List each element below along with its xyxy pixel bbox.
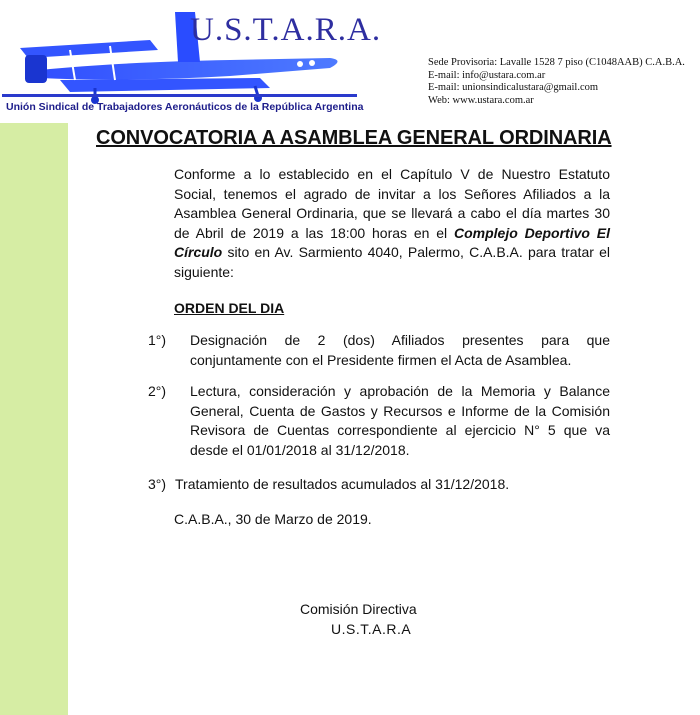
signature-organization: U.S.T.A.R.A bbox=[331, 621, 412, 637]
contact-web: Web: www.ustara.com.ar bbox=[428, 94, 534, 106]
agenda-item-number: 1°) bbox=[148, 332, 167, 348]
date-line: C.A.B.A., 30 de Marzo de 2019. bbox=[174, 511, 372, 527]
contact-email-gmail: E-mail: unionsindicalustara@gmail.com bbox=[428, 82, 599, 93]
agenda-item-number: 2°) bbox=[148, 383, 167, 399]
ustara-logo bbox=[0, 0, 382, 123]
contact-address: Sede Provisoria: Lavalle 1528 7 piso (C1048AAB) C.A.B.A. bbox=[428, 57, 685, 68]
contact-block bbox=[428, 57, 685, 107]
agenda-item-number: 3°) bbox=[148, 476, 167, 492]
signature-committee: Comisión Directiva bbox=[300, 601, 417, 617]
logo-subtitle: Unión Sindical de Trabajadores Aeronáuticos de la República Argentina bbox=[6, 101, 364, 113]
agenda-item-text: Lectura, consideración y aprobación de la Memoria y Balance General, Cuenta de Gastos y Recursos e Informe de la Comisión Revisora de Cuentas correspondiente al ejercicio N° 5 que va desde el 01/01/2018 al 31/12/2018. bbox=[190, 383, 610, 458]
intro-venue: Complejo Deportivo El Círculo bbox=[174, 224, 610, 260]
agenda-item-text: Tratamiento de resultados acumulados al 31/12/2018. bbox=[175, 476, 510, 492]
agenda-heading: ORDEN DEL DIA bbox=[174, 300, 285, 316]
intro-text-part2: sito en Av. Sarmiento 4040, Palermo, C.A.B.A. para tratar el siguiente: bbox=[174, 244, 610, 280]
logo-title: U.S.T.A.R.A. bbox=[190, 12, 382, 48]
document-title: CONVOCATORIA A ASAMBLEA GENERAL ORDINARIA bbox=[96, 127, 612, 149]
left-accent-bar bbox=[0, 123, 68, 715]
contact-email-info: E-mail: info@ustara.com.ar bbox=[428, 69, 546, 81]
agenda-item-text: Designación de 2 (dos) Afiliados presentes para que conjuntamente con el Presidente firmen el Acta de Asamblea. bbox=[190, 332, 610, 368]
intro-paragraph bbox=[174, 165, 610, 282]
intro-text-part1: Conforme a lo establecido en el Capítulo V de Nuestro Estatuto Social, tenemos el agrado de invitar a los Señores Afiliados a la Asamblea General Ordinaria, que se llevará a cabo el día martes 30 de Abril de 2019 a las 18:00 horas en el bbox=[174, 166, 610, 241]
